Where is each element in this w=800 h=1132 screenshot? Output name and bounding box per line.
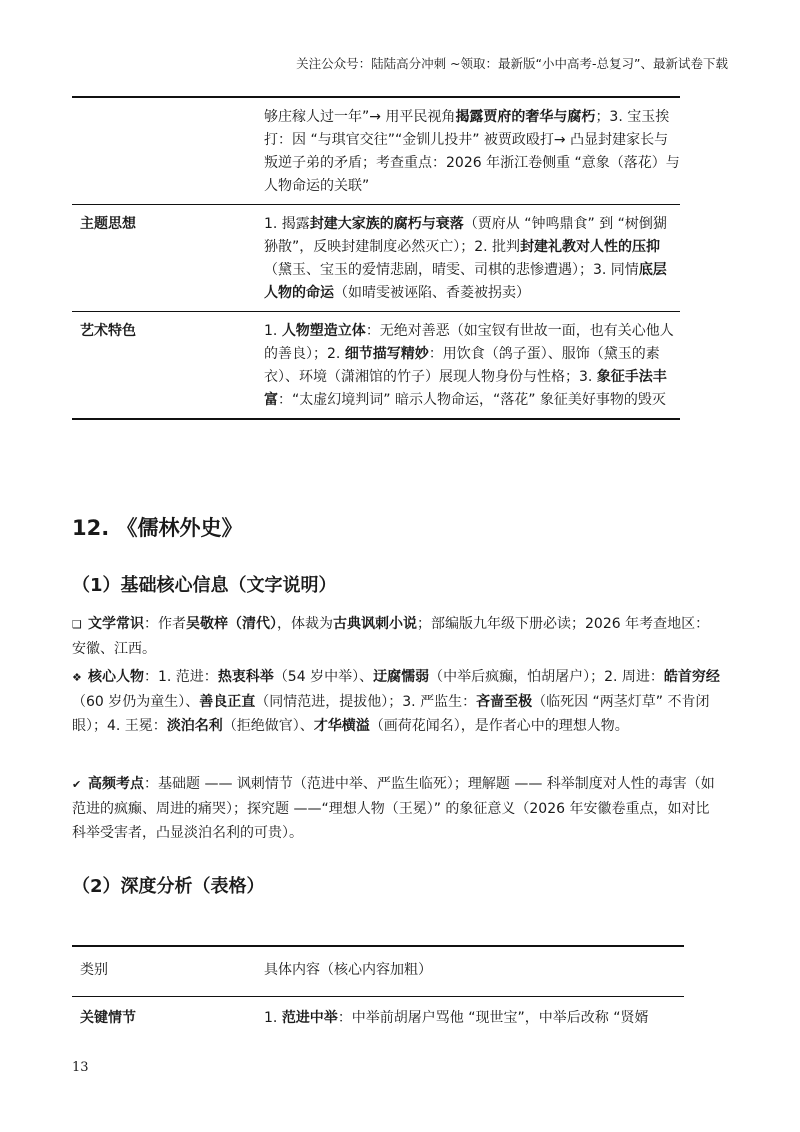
table-row-theme: [72, 205, 680, 311]
check-bullet-icon: ✔: [72, 778, 82, 791]
bullet-text: [72, 616, 709, 657]
table-header-content: 具体内容（核心内容加粗）: [264, 962, 432, 978]
emphasis-text: 封建大家族的腐朽与衰落: [309, 216, 464, 232]
table-row-art: [72, 312, 680, 418]
text-run: （54 岁中举）、: [273, 669, 374, 685]
emphasis-text: 皓首穷经: [663, 669, 720, 685]
subsection-title-basic-info: （1）基础核心信息（文字说明）: [72, 575, 337, 596]
emphasis-text: 古典讽刺小说: [333, 616, 417, 632]
text-run: ：“太虚幻境判词” 暗示人物命运，“落花” 象征美好事物的毁灭: [278, 392, 666, 408]
text-run: ，体裁为: [277, 616, 333, 632]
subsection-title-analysis: （2）深度分析（表格）: [72, 876, 265, 897]
text-run: 1. 揭露: [264, 216, 310, 232]
table-cell-category: [72, 106, 256, 198]
table-cell-category: 主题思想: [80, 216, 136, 232]
emphasis-text: 范进中举: [281, 1010, 338, 1026]
novel-analysis-table: [72, 96, 680, 420]
table-header-category: 类别: [80, 962, 108, 978]
text-run: （中举后疯癫，怕胡屠户）；2. 周进：: [429, 669, 664, 685]
table-cell-category: 关键情节: [80, 1010, 136, 1026]
text-run: （拒绝做官）、: [222, 718, 314, 734]
text-run: （画荷花闻名），是作者心中的理想人物。: [369, 718, 629, 734]
page-header: 关注公众号：陆陆高分冲刺 ~领取：最新版“小中高考-总复习”、最新试卷下载: [296, 56, 728, 71]
emphasis-text: 人物塑造立体: [281, 323, 366, 339]
bullet-core-characters: [72, 665, 722, 738]
text-run: 够庄稼人过一年”→ 用平民视角: [264, 109, 456, 125]
text-run: ：作者: [144, 616, 186, 632]
emphasis-text: 细节描写精妙: [344, 346, 429, 362]
text-run: ；部编版九年级下册必读；2026 年考查地区：安徽、江西。: [72, 616, 710, 657]
table-row-key-plot: [72, 997, 684, 1030]
text-run: ：无绝对善恶（如宝钗有世故一面，也有关心他人的善良）；2.: [264, 323, 674, 362]
emphasis-text: 高频考点: [88, 776, 144, 792]
table-header-row: [72, 947, 684, 996]
emphasis-text: 底层人物的命运: [264, 262, 667, 301]
emphasis-text: 封建礼教对人性的压抑: [520, 239, 661, 255]
table-cell-content: [256, 106, 680, 198]
emphasis-text: 象征手法丰富: [264, 369, 667, 408]
text-run: 1.: [264, 323, 282, 339]
emphasis-text: 吴敬梓（清代）: [186, 616, 277, 632]
emphasis-text: 核心人物: [88, 669, 144, 685]
table-cell-category: 艺术特色: [80, 323, 136, 339]
text-run: （同情范进，提拔他）；3. 严监生：: [255, 694, 477, 710]
text-run: ：用饮食（鸽子蛋）、服饰（黛玉的素衣）、环境（潇湘馆的竹子）展现人物身份与性格；3.: [264, 346, 660, 385]
text-run: ；3. 宝玉挨打：因 “与琪官交往”“金钏儿投井” 被贾政殴打→ 凸显封建家长与叛逆子弟的矛盾；考查重点：2026 年浙江卷侧重 “意象（落花）与人物命运的关联”: [264, 109, 680, 194]
table-cell-content: [256, 320, 680, 412]
text-run: （60 岁仍为童生）、: [72, 694, 200, 710]
emphasis-text: 才华横溢: [313, 718, 370, 734]
bullet-text: [72, 776, 715, 841]
emphasis-text: 善良正直: [199, 694, 256, 710]
text-run: （如晴雯被诬陷、香菱被拐卖）: [334, 285, 530, 301]
table-row-continuation: [72, 98, 680, 204]
text-run: ：中举前胡屠户骂他 “现世宝”，中举后改称 “贤婿: [337, 1010, 649, 1026]
emphasis-text: 迂腐懦弱: [373, 669, 430, 685]
emphasis-text: 吝啬至极: [476, 694, 533, 710]
text-run: （贾府从 “钟鸣鼎食” 到 “树倒猢狲散”，反映封建制度必然灭亡）；2. 批判: [264, 216, 667, 255]
square-bullet-icon: ❑: [72, 618, 82, 631]
text-run: ：基础题 —— 讽刺情节（范进中举、严监生临死）；理解题 —— 科举制度对人性的毒害（如范进的疯癫、周进的痛哭）；探究题 ——“理想人物（王冕）” 的象征意义（2026 年安徽卷重点，如对比科举受害者，凸显淡泊名利的可贵）。: [72, 776, 715, 841]
emphasis-text: 揭露贾府的奢华与腐朽: [455, 109, 596, 125]
page-number: 13: [72, 1060, 89, 1075]
bullet-exam-points: [72, 772, 722, 845]
text-run: ：1. 范进：: [144, 669, 218, 685]
table-cell-content: [256, 213, 680, 305]
text-run: 1.: [264, 1010, 282, 1026]
table-cell-content: [256, 1007, 684, 1030]
emphasis-text: 文学常识: [88, 616, 144, 632]
emphasis-text: 淡泊名利: [166, 718, 223, 734]
analysis-table: [72, 945, 684, 1030]
emphasis-text: 热衷科举: [217, 669, 274, 685]
table-bottom-rule: [72, 418, 680, 420]
bullet-literary-knowledge: [72, 612, 722, 661]
text-run: （黛玉、宝玉的爱情悲剧，晴雯、司棋的悲惨遭遇）；3. 同情: [264, 262, 639, 278]
bullet-text: [72, 669, 720, 734]
section-title: 12. 《儒林外史》: [72, 516, 243, 540]
diamond-bullet-icon: ❖: [72, 671, 82, 684]
text-run: （临死因 “两茎灯草” 不肯闭眼）；4. 王冕：: [72, 694, 710, 734]
